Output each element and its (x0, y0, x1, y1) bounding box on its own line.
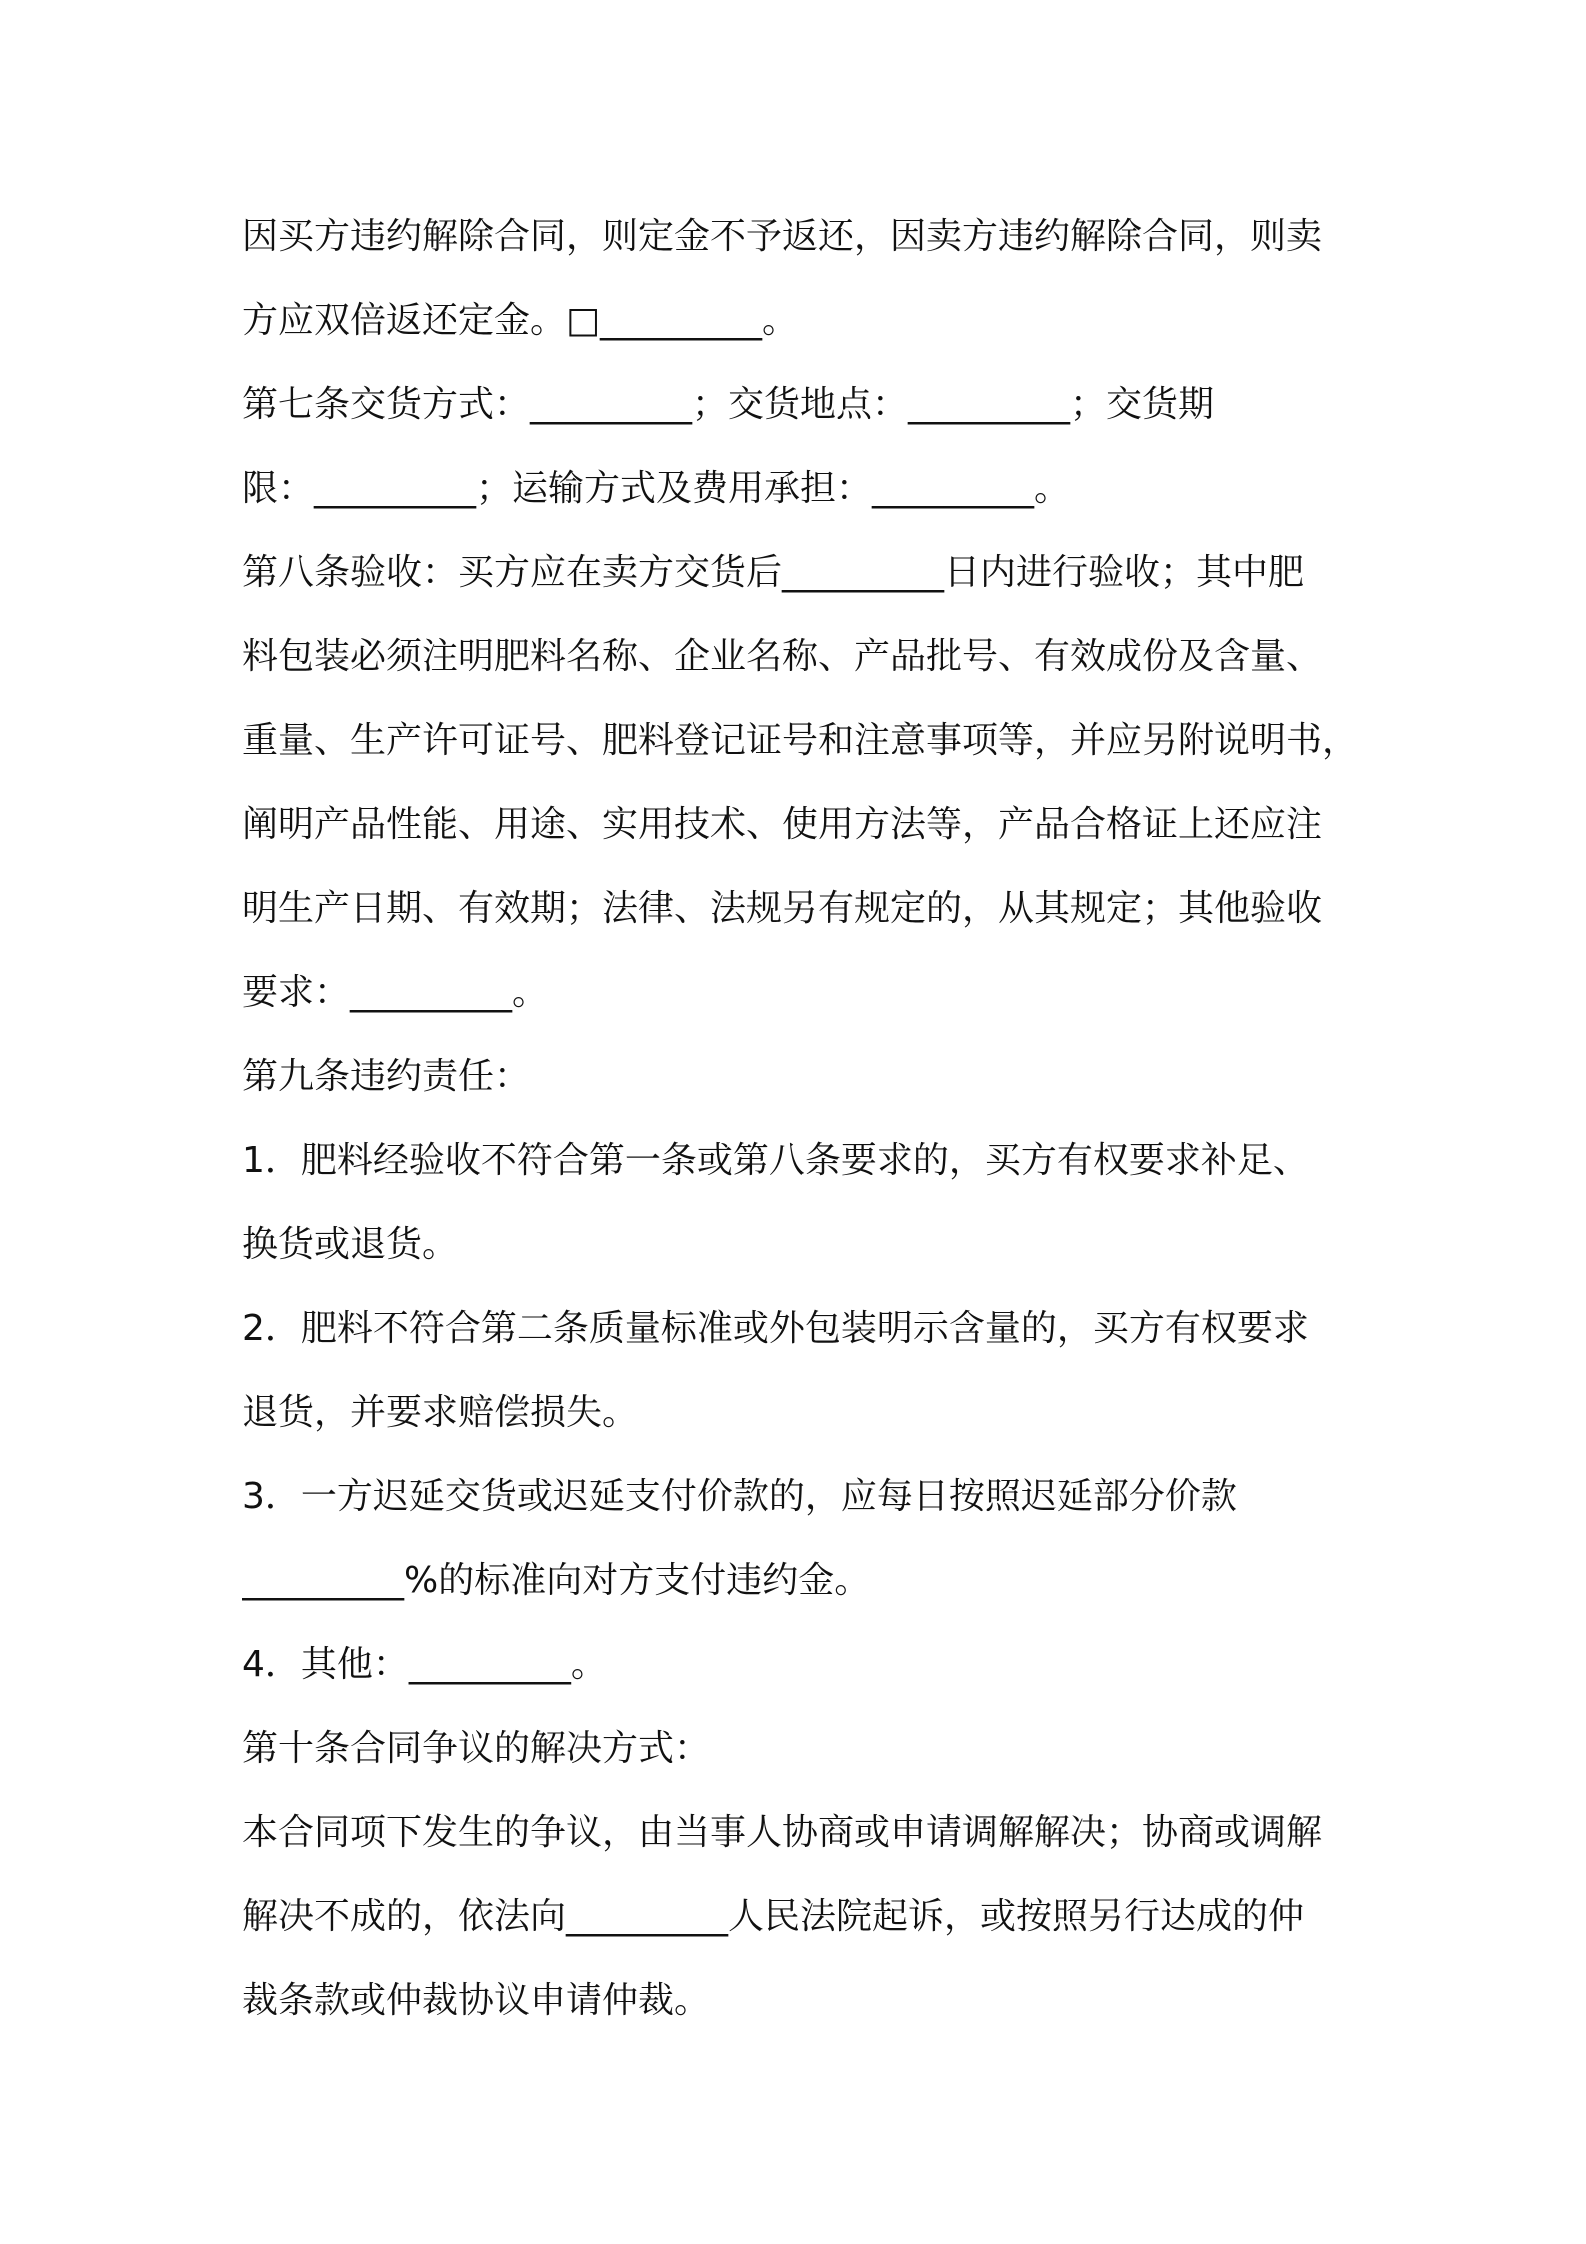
text-line: 解决不成的，依法向_________人民法院起诉，或按照另行达成的仲 (242, 1896, 1305, 1937)
text-line: 换货或退货。 (242, 1224, 459, 1265)
text-line: 方应双倍返还定金。□_________。 (242, 300, 799, 341)
text-line: 裁条款或仲裁协议申请仲裁。 (242, 1980, 711, 2021)
clause-7-delivery: 第七条交货方式：_________；交货地点：_________；交货期 (242, 384, 1215, 425)
text-line: 因买方违约解除合同，则定金不予返还，因卖方违约解除合同，则卖 (242, 216, 1323, 257)
clause-10-dispute-heading: 第十条合同争议的解决方式： (242, 1728, 711, 1769)
liability-item-2: 2．肥料不符合第二条质量标准或外包装明示含量的，买方有权要求 (242, 1308, 1309, 1349)
text-line: 明生产日期、有效期；法律、法规另有规定的，从其规定；其他验收 (242, 888, 1323, 929)
text-line: 退货，并要求赔偿损失。 (242, 1392, 639, 1433)
clause-9-liability-heading: 第九条违约责任： (242, 1056, 531, 1097)
text-line: _________%的标准向对方支付违约金。 (242, 1560, 871, 1601)
clause-8-inspection: 第八条验收：买方应在卖方交货后_________日内进行验收；其中肥 (242, 552, 1305, 593)
text-line: 本合同项下发生的争议，由当事人协商或申请调解解决；协商或调解 (242, 1812, 1323, 1853)
text-line: 要求：_________。 (242, 972, 549, 1013)
text-line: 料包装必须注明肥料名称、企业名称、产品批号、有效成份及含量、 (242, 636, 1323, 677)
text-line: 重量、生产许可证号、肥料登记证号和注意事项等，并应另附说明书， (242, 720, 1359, 761)
liability-item-4: 4．其他：_________。 (242, 1644, 607, 1685)
liability-item-3: 3．一方迟延交货或迟延支付价款的，应每日按照迟延部分价款 (242, 1476, 1237, 1517)
liability-item-1: 1．肥料经验收不符合第一条或第八条要求的，买方有权要求补足、 (242, 1140, 1309, 1181)
text-line: 阐明产品性能、用途、实用技术、使用方法等，产品合格证上还应注 (242, 804, 1323, 845)
text-line: 限：_________；运输方式及费用承担：_________。 (242, 468, 1071, 509)
contract-text (242, 195, 1362, 2043)
